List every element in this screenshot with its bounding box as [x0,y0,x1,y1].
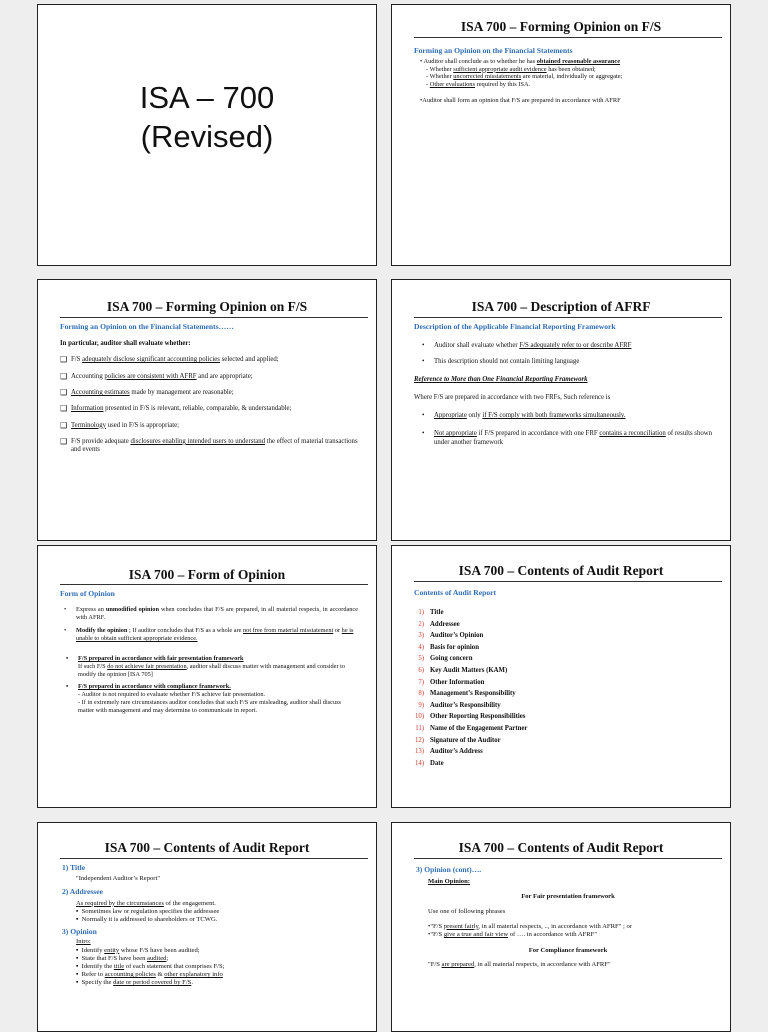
slide-contents-audit-report [391,545,731,808]
slide-heading: ISA 700 – Form of Opinion [128,567,286,582]
checkbox-icon: ❑ [60,420,68,430]
list-item: 4) Basis for opinion [418,643,479,651]
square-bullet: ▪ Refer to accounting policies & other explanatory info [76,971,223,979]
main-opinion-label: Main Opinion: [428,878,470,886]
reference-heading [414,376,720,384]
list-item: 5) Going concern [418,655,473,663]
cf-item: - Auditor is not required to evaluate whether F/S achieve fair presentation. [78,691,266,698]
title-line-1: ISA – 700 [139,80,275,115]
dash-item: - Whether uncorrected misstatements are material, individually or aggregate; [426,73,623,81]
reference-heading-text: Reference to More than One Financial Reporting Framework [414,376,588,383]
phrase-item: "F/S are prepared, in all material respects, in accordance with AFRF" [428,961,611,969]
checkbox-item: ❑ Information presented in F/S is relevant, reliable, comparable, & understandable; [60,404,292,414]
list-item: 7) Other Information [418,678,485,686]
square-bullet: ▪ Identify the title of each statement that comprises F/S; [76,963,225,971]
slide-heading: ISA 700 – Contents of Audit Report [458,563,664,578]
bullet: • Auditor shall conclude as to whether he has obtained reasonable assurance [420,58,621,65]
list-item: 14) Date [414,759,444,767]
slide-forming-opinion-1 [391,4,731,266]
slide-heading: ISA 700 – Description of AFRF [471,299,651,314]
framework-heading: For Compliance framework [528,947,608,955]
slide-heading: ISA 700 – Contents of Audit Report [104,840,310,855]
square-bullet: ▪ Normally it is addressed to shareholders or TCWG. [76,916,218,924]
where-line: Where F/S are prepared in accordance with two FRFs, Such reference is [414,394,611,401]
checkbox-icon: ❑ [60,404,68,414]
heading-rule [60,584,368,585]
square-bullet: ▪ Sometimes law or regulation specifies the addressee [76,907,220,915]
checkbox-icon: ❑ [60,355,68,365]
slide-heading: ISA 700 – Contents of Audit Report [458,840,664,855]
contents-list [406,609,720,771]
square-bullet: ▪ Specify the date or period covered by F/S. [76,979,193,987]
section-text: "Independent Auditor’s Report" [76,875,161,883]
slide-heading: ISA 700 – Forming Opinion on F/S [460,19,662,34]
intro-label: Intro: [76,938,91,946]
where-text [414,394,720,402]
bullet-item: • Auditor shall evaluate whether F/S adequately refer to or describe AFRF [422,342,632,349]
checkbox-icon: ❑ [60,436,68,446]
square-bullet: ▪ State that F/S have been audited; [76,954,169,962]
checkbox-icon: ❑ [60,371,68,381]
square-bullet: ▪ Identify entity whose F/S have been audited; [76,946,200,954]
slide-body [416,866,720,970]
list-item: 12) Signature of the Auditor [414,736,501,744]
phrases-intro: Use one of following phrases [428,907,506,915]
list-item: 1) Title [418,609,444,616]
phrase-item: •"F/S present fairly, in all material respects, .., in accordance with AFRF" ; or [428,922,632,930]
heading-rule [60,858,368,859]
title-line-2: (Revised) [140,119,274,154]
slide-subtitle: Contents of Audit Report [414,588,497,597]
list-item: 11) Name of the Engagement Partner [415,724,528,732]
heading-rule [60,317,368,318]
slide-subtitle: Forming an Opinion on the Financial Statements…… [60,322,234,331]
slide-body-2 [422,412,720,455]
bullet-item: • Appropriate only if F/S comply with both frameworks simultaneously. [422,412,626,419]
bullet-item: • Express an unmodified opinion when concludes that F/S are prepared, in all material respects, in accordance with AFRF. [64,606,359,621]
dash-item: - Whether sufficient appropriate audit evidence has been obtained; [426,65,596,73]
slide-title-text [38,78,376,156]
cf-heading: • F/S prepared in accordance with compliance framework. [66,683,231,690]
list-item: 2) Addressee [418,620,460,628]
heading-rule [414,37,722,38]
checkbox-item: ❑ Accounting policies are consistent with AFRF and are appropriate; [60,371,253,381]
section-title: 1) Title [62,863,86,872]
bullet-item: • Modify the opinion ; If auditor concludes that F/S as a whole are not free from material misstatement or he is unable to obtain sufficient appropriate evidence. [64,627,354,642]
bullet-item: • This description should not contain limiting language [422,358,580,366]
slide-contents-audit-report-2 [37,822,377,1032]
slide-heading: ISA 700 – Forming Opinion on F/S [106,299,308,314]
heading-rule [414,317,722,318]
slide-body [60,340,366,463]
section-title: 3) Opinion [62,927,97,937]
checkbox-item: ❑ Accounting estimates made by management are reasonable; [60,388,234,397]
fp-heading: • F/S prepared in accordance with fair presentation framework [66,655,244,662]
heading-rule [414,581,722,582]
list-item: 13) Auditor’s Address [414,748,483,756]
framework-heading: For Fair presentation framework [521,893,615,901]
phrase-item: •"F/S give a true and fair view of …. in accordance with AFRF" [428,931,598,939]
slide-subtitle: Description of the Applicable Financial Reporting Framework [414,322,616,331]
slide-title [37,4,377,266]
intro-text: In particular, auditor shall evaluate whether: [60,340,191,347]
slide-subtitle: Form of Opinion [60,589,115,598]
checkbox-item: ❑ F/S provide adequate disclosures enabling intended users to understand the effect of material transactions and events [60,436,358,454]
section-title: 3) Opinion (cont)…. [416,865,482,874]
dash-item: - Other evaluations required by this ISA. [426,80,531,88]
slide-body [64,606,358,715]
section-text: As required by the circumstances of the engagement. [76,899,216,907]
list-item: 3) Auditor’s Opinion [418,632,484,640]
bullet: •Auditor shall form an opinion that F/S are prepared in accordance with AFRF [420,97,621,105]
slide-subtitle: Forming an Opinion on the Financial Statements [414,46,573,55]
slide-body [422,342,720,375]
slide-body [420,58,720,105]
slide-body [62,864,366,988]
bullet-item: • Not appropriate if F/S prepared in accordance with one FRF contains a reconciliation of results shown under another framework [422,430,713,446]
checkbox-item: ❑ F/S adequately disclose significant accounting policies selected and applied; [60,355,279,365]
list-item: 6) Key Audit Matters (KAM) [418,666,508,674]
fp-text: If such F/S do not achieve fair presentation, auditor shall discuss matter with management and consider to modify the opinion [ISA 705] [78,663,346,678]
slide-description-afrf [391,279,731,541]
slide-form-of-opinion [37,545,377,808]
list-item: 8) Management’s Responsibility [418,690,516,698]
list-item: 9) Auditor’s Responsibility [418,701,501,709]
slide-contents-audit-report-3 [391,822,731,1032]
heading-rule [414,858,722,859]
checkbox-item: ❑ Terminology used in F/S is appropriate; [60,420,180,430]
slide-forming-opinion-2 [37,279,377,541]
section-title: 2) Addressee [62,887,103,897]
checkbox-icon: ❑ [60,388,68,397]
list-item: 10) Other Reporting Responsibilities [414,713,526,721]
cf-item: - If in extremely rare circumstances auditor concludes that such F/S are misleading, auditor shall discuss matter with management and may determine to communicate in report. [78,699,341,714]
